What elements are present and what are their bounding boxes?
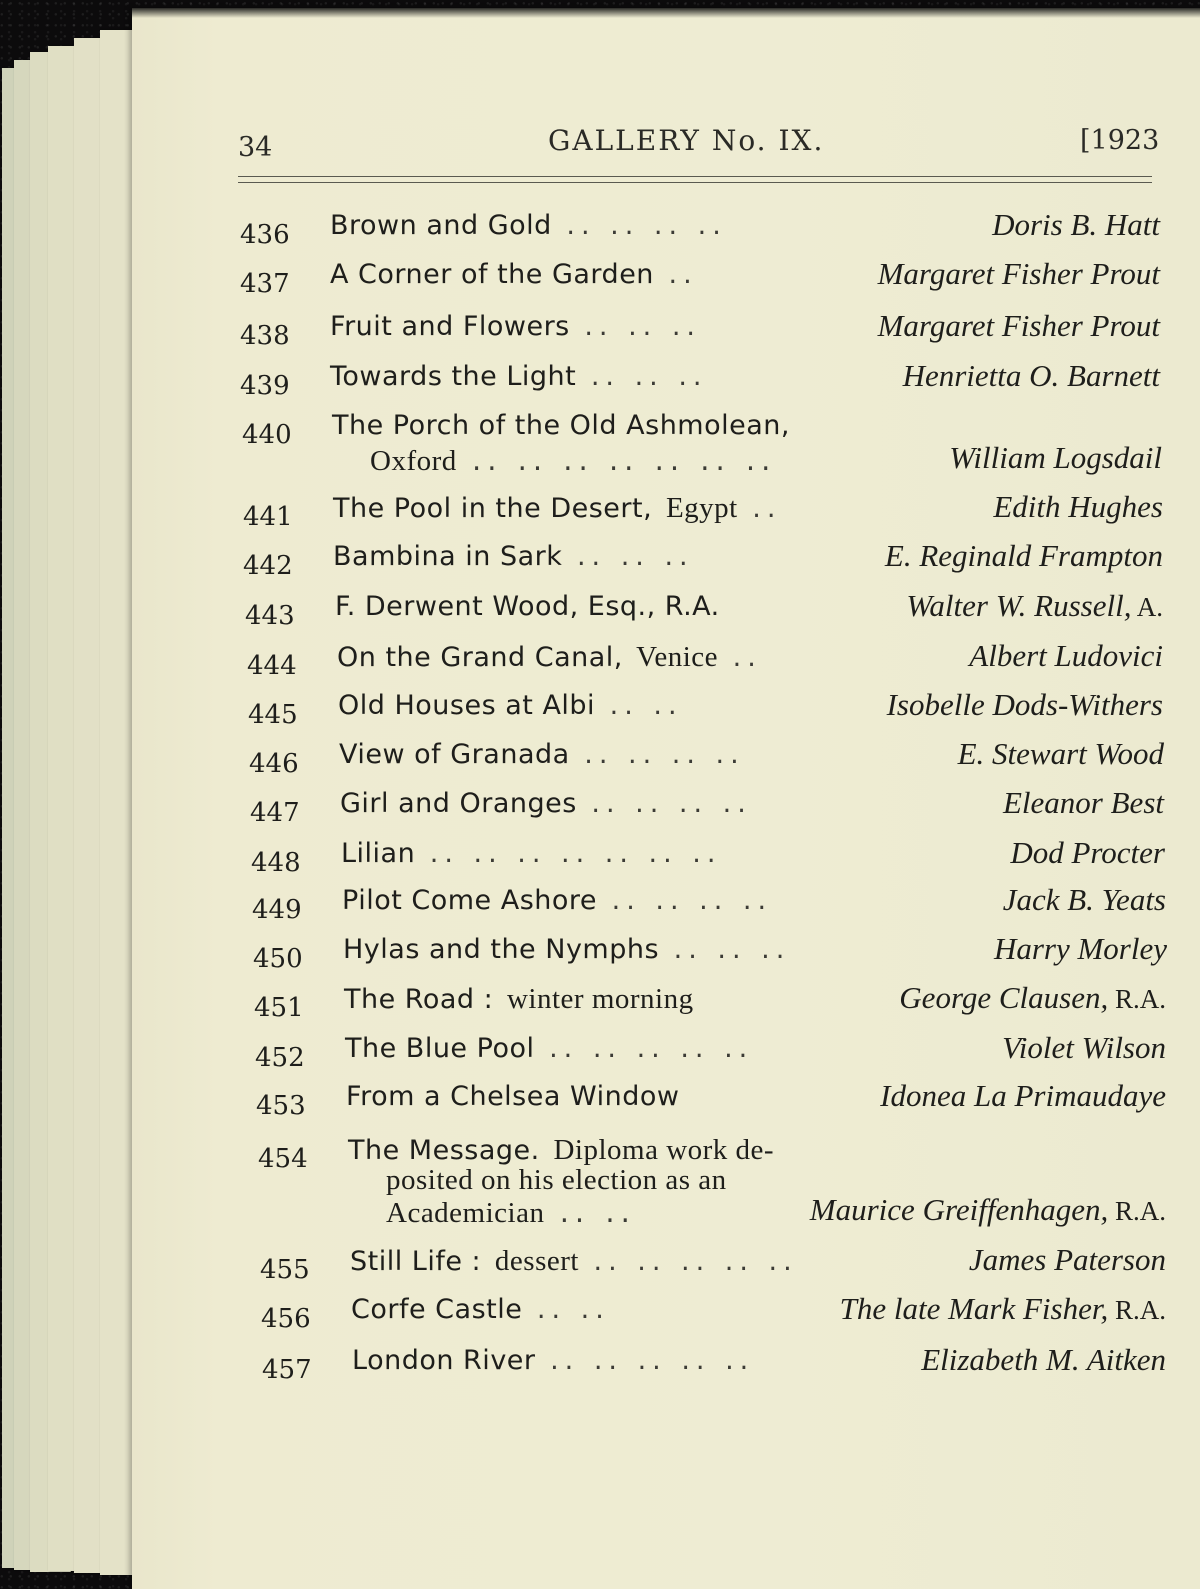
entry-title [332, 410, 790, 441]
catalogue-entry [250, 785, 1164, 828]
entry-title [339, 739, 745, 770]
entry-number: 438 [240, 321, 290, 351]
entry-number: 440 [242, 420, 292, 450]
artist-name: Violet Wilson [1002, 1030, 1166, 1065]
entry-number: 448 [251, 848, 301, 878]
entry-number: 441 [243, 502, 293, 532]
catalogue-entry [243, 538, 1163, 581]
entry-number: 446 [249, 749, 299, 779]
artist-suffix: A. [1131, 592, 1163, 622]
artist-name: Doris B. Hatt [992, 207, 1160, 242]
entry-title-text: The Porch of the Old Ashmolean, [332, 410, 790, 441]
entry-number: 439 [240, 371, 290, 401]
entry-title-text: From a Chelsea Window [346, 1081, 680, 1112]
entry-artist [885, 538, 1163, 574]
artist-suffix: R.A. [1108, 984, 1166, 1014]
leader-dots: .. .. .. .. [576, 788, 752, 819]
leader-dots: .. .. .. .. .. .. .. [456, 443, 777, 477]
entry-number: 454 [258, 1144, 308, 1174]
entry-artist [949, 440, 1162, 476]
entry-title-text: Lilian [341, 838, 416, 869]
entry-number: 445 [248, 700, 298, 730]
entry-title [333, 541, 694, 572]
catalogue-entry [247, 638, 1163, 681]
entry-title-text: Towards the Light [330, 361, 577, 392]
page-title: GALLERY No. IX. [548, 124, 825, 157]
entry-title-text: The Pool in the Desert, [333, 493, 653, 524]
artist-name: Walter W. Russell, [906, 588, 1132, 623]
entry-title-text: The Message. [348, 1135, 540, 1166]
entry-title [348, 1134, 774, 1167]
entry-number: 455 [260, 1255, 310, 1285]
leader-dots: .. [718, 642, 762, 673]
catalogue-entry [240, 207, 1160, 250]
entry-title [343, 934, 790, 965]
entry-artist [810, 1192, 1166, 1228]
leader-dots: .. .. .. [576, 361, 708, 392]
entry-number: 456 [261, 1304, 311, 1334]
entry-artist [969, 638, 1163, 674]
entry-artist [1010, 835, 1165, 871]
entry-title-continuation: Oxford .. .. .. .. .. .. .. [370, 443, 777, 477]
entry-number: 437 [240, 269, 290, 299]
leader-dots: .. .. .. .. .. [578, 1246, 798, 1277]
entry-title [330, 311, 701, 342]
leader-dots: .. [737, 493, 782, 524]
catalogue-entry [253, 931, 1167, 974]
entry-title-text: Hylas and the Nymphs [343, 934, 660, 965]
entry-title-text: London River [352, 1345, 536, 1376]
entry-title [351, 1294, 610, 1325]
artist-name: E. Reginald Frampton [884, 538, 1163, 573]
entry-title-text: The Road : [344, 984, 494, 1015]
entry-number: 452 [255, 1043, 305, 1073]
catalogue-entry [242, 410, 1162, 477]
leader-dots: .. .. .. .. .. [534, 1033, 754, 1064]
entry-number: 457 [262, 1355, 312, 1385]
entry-artist [1003, 882, 1166, 918]
catalogue-entry [240, 256, 1160, 299]
page-number: 34 [238, 132, 273, 163]
catalogue-entry [248, 687, 1163, 730]
entry-artist [1003, 785, 1164, 821]
entry-title-text: On the Grand Canal, [337, 642, 623, 673]
entry-title-text: Girl and Oranges [340, 788, 577, 819]
leader-dots: .. .. [595, 690, 683, 721]
artist-name: George Clausen, [899, 980, 1109, 1015]
catalogue-entry [262, 1342, 1166, 1385]
entry-title [346, 1081, 679, 1112]
entry-title-text: A Corner of the Garden [330, 259, 654, 290]
entry-title-continuation: Academician .. .. [386, 1195, 636, 1229]
artist-name: Henrietta O. Barnett [902, 358, 1160, 393]
artist-name: Margaret Fisher Prout [877, 256, 1160, 291]
entry-title-continuation: posited on his election as an [386, 1164, 727, 1196]
artist-name: The late Mark Fisher, [839, 1291, 1109, 1326]
artist-suffix: R.A. [1108, 1295, 1166, 1325]
artist-name: Idonea La Primaudaye [880, 1078, 1166, 1113]
entry-artist [993, 489, 1163, 525]
entry-artist [958, 736, 1164, 772]
entry-artist [994, 931, 1167, 967]
artist-name: Edith Hughes [993, 489, 1163, 524]
leader-dots: .. .. .. [569, 311, 701, 342]
leader-dots: .. .. [544, 1195, 636, 1229]
entry-artist [878, 256, 1160, 292]
entry-artist [840, 1291, 1166, 1327]
entry-title [342, 885, 772, 916]
artist-name: Margaret Fisher Prout [877, 308, 1160, 343]
entry-number: 453 [256, 1091, 306, 1121]
artist-name: Eleanor Best [1003, 785, 1164, 820]
leader-dots: .. .. .. [659, 934, 791, 965]
entry-number: 449 [252, 895, 302, 925]
entry-artist [992, 207, 1160, 243]
header-rule [238, 182, 1152, 183]
entry-number: 447 [250, 798, 300, 828]
artist-name: James Paterson [968, 1242, 1166, 1277]
entry-title [352, 1345, 754, 1376]
entry-title [333, 492, 781, 525]
entry-title-subtext: Diploma work de- [545, 1134, 775, 1166]
artist-suffix: R.A. [1108, 1196, 1166, 1226]
entry-title [335, 591, 720, 622]
entry-number: 450 [253, 944, 303, 974]
entry-artist [1002, 1030, 1166, 1066]
entry-number: 444 [247, 651, 297, 681]
catalogue-entry [251, 835, 1165, 878]
entry-artist [880, 1078, 1166, 1114]
artist-name: Elizabeth M. Aitken [921, 1342, 1166, 1377]
entry-title-text: Corfe Castle [351, 1294, 523, 1325]
leader-dots: .. .. .. [562, 541, 694, 572]
leader-dots: .. .. .. .. .. [535, 1345, 755, 1376]
entry-number: 451 [254, 993, 304, 1023]
entry-artist [906, 588, 1163, 624]
entry-number: 443 [245, 601, 295, 631]
artist-name: Jack B. Yeats [1002, 882, 1166, 917]
entry-number: 442 [243, 551, 293, 581]
catalogue-entry [252, 882, 1166, 925]
entry-title-text: Brown and Gold [330, 210, 552, 241]
catalogue-entry [256, 1078, 1166, 1121]
entry-title [337, 641, 762, 674]
entry-artist [899, 980, 1166, 1016]
entry-title-subtext: Egypt [658, 492, 738, 524]
catalogue-entry [240, 358, 1160, 401]
leader-dots: .. .. .. .. [569, 739, 745, 770]
entry-title-text: Bambina in Sark [333, 541, 563, 572]
catalogue-entry [255, 1030, 1166, 1073]
entry-title-text: The Blue Pool [345, 1033, 535, 1064]
entry-title-text: F. Derwent Wood, Esq., R.A. [335, 591, 720, 622]
catalogue-entry [243, 489, 1163, 532]
entry-title-text: Old Houses at Albi [338, 690, 596, 721]
entry-number: 436 [240, 220, 290, 250]
artist-name: Dod Procter [1010, 835, 1165, 870]
artist-name: Isobelle Dods-Withers [886, 687, 1163, 722]
page-year: [1923 [1080, 125, 1160, 156]
entry-title-subtext: dessert [487, 1245, 579, 1277]
entry-title-text: Fruit and Flowers [330, 311, 570, 342]
entry-title-text: View of Granada [339, 739, 570, 770]
entry-artist [878, 308, 1160, 344]
entry-title [340, 788, 752, 819]
entry-title [330, 210, 727, 241]
leader-dots: .. .. .. .. [597, 885, 773, 916]
entry-artist [969, 1242, 1166, 1278]
catalogue-entry [249, 736, 1164, 779]
entry-title [330, 361, 708, 392]
leader-dots: .. [653, 259, 698, 290]
artist-name: Albert Ludovici [969, 638, 1163, 673]
entry-title [338, 690, 683, 721]
catalogue-entry [260, 1242, 1166, 1285]
catalogue-entry [254, 980, 1166, 1023]
header-rule [238, 176, 1152, 177]
artist-name: Maurice Greiffenhagen, [809, 1192, 1109, 1227]
entry-title-text: Still Life : [350, 1246, 482, 1277]
leader-dots: .. .. .. .. .. .. .. [415, 838, 722, 869]
catalogue-entry [240, 308, 1160, 351]
entry-title [345, 1033, 753, 1064]
entry-title [341, 838, 721, 869]
leader-dots: .. .. .. .. [551, 210, 727, 241]
entry-title [344, 983, 694, 1016]
artist-name: Harry Morley [993, 931, 1167, 966]
catalogue-entry [245, 588, 1163, 631]
entry-title-subtext: Venice [628, 641, 719, 673]
entry-title [330, 259, 698, 290]
entry-title-subtext: winter morning [499, 983, 694, 1015]
entry-artist [887, 687, 1163, 723]
artist-name: E. Stewart Wood [957, 736, 1164, 771]
entry-title [350, 1245, 798, 1278]
entry-title-text: Pilot Come Ashore [342, 885, 598, 916]
entry-artist [921, 1342, 1166, 1378]
artist-name: William Logsdail [949, 440, 1162, 475]
leader-dots: .. .. [522, 1294, 610, 1325]
entry-artist [903, 358, 1160, 394]
catalogue-entry [258, 1134, 1166, 1229]
catalogue-entry [261, 1291, 1166, 1334]
